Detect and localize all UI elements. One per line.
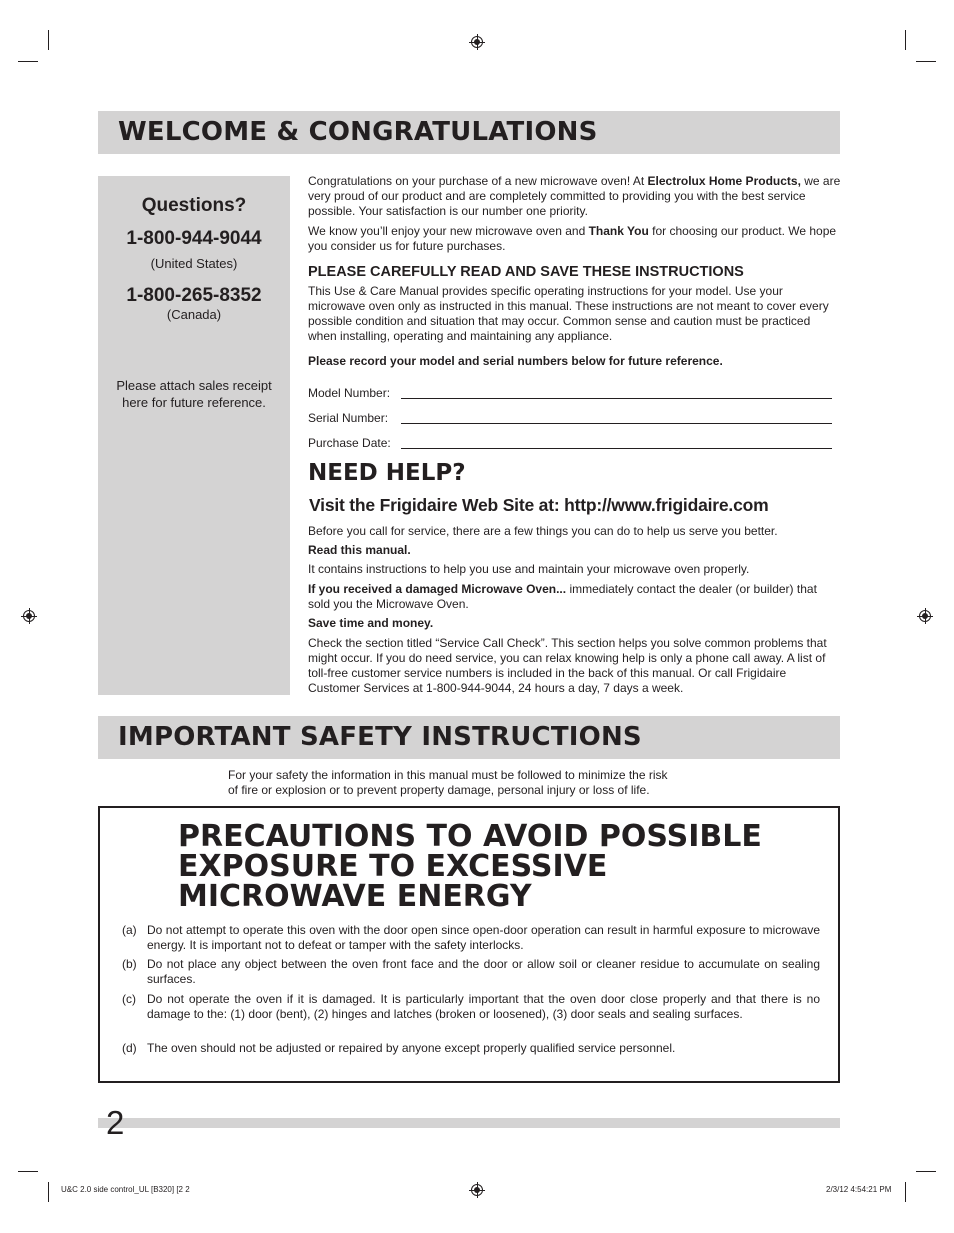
precaution-item bbox=[122, 923, 820, 953]
serial-number-label: Serial Number: bbox=[308, 411, 389, 425]
precaution-text: The oven should not be adjusted or repaired by anyone except properly qualified service personnel. bbox=[147, 1041, 676, 1055]
read-instructions-body: This Use & Care Manual provides specific operating instructions for your model. Use your microwave oven only as instructed in this manual. These instructions are not meant to cover every possible condition and situation that may occur. Common sense and caution must be practiced when installing, operating and maintaining any appliance. bbox=[308, 284, 829, 343]
crop-mark bbox=[18, 1171, 38, 1172]
model-number-label: Model Number: bbox=[308, 386, 391, 400]
crop-mark bbox=[905, 30, 906, 50]
crop-mark bbox=[48, 1182, 49, 1202]
need-help-title: NEED HELP? bbox=[308, 460, 466, 486]
serial-number-field[interactable] bbox=[401, 423, 832, 424]
registration-mark-icon bbox=[919, 610, 931, 622]
welcome-banner bbox=[98, 111, 840, 154]
save-time-body: Check the section titled “Service Call Check”. This section helps you solve common problems that might occur. If you do need service, you can relax knowing help is only a phone call away. A list of toll-free customer service numbers is included in the back of this manual. Or call Frigidaire Customer Services at 1-800-944-9044, 24 hours a day, 7 days a week. bbox=[308, 636, 827, 695]
region-us: (United States) bbox=[150, 256, 238, 271]
website-line: Visit the Frigidaire Web Site at: http://www.frigidaire.com bbox=[309, 495, 769, 515]
footer-bar bbox=[98, 1118, 840, 1128]
crop-mark bbox=[916, 1171, 936, 1172]
crop-mark bbox=[916, 61, 936, 62]
precautions-title-line: PRECAUTIONS TO AVOID POSSIBLE bbox=[178, 819, 762, 854]
safety-intro-line2: of fire or explosion or to prevent property damage, personal injury or loss of life. bbox=[228, 783, 650, 797]
precaution-label: (a) bbox=[122, 923, 137, 937]
read-manual-heading: Read this manual. bbox=[308, 543, 411, 557]
registration-mark-icon bbox=[471, 1184, 483, 1196]
precaution-item bbox=[122, 1041, 820, 1056]
phone-us: 1-800-944-9044 bbox=[126, 228, 262, 249]
read-instructions-heading: PLEASE CAREFULLY READ AND SAVE THESE INSTRUCTIONS bbox=[308, 264, 744, 280]
precaution-text: Do not operate the oven if it is damaged. It is particularly important that the oven door close properly and that there is no damage to the: (1) door (bent), (2) hinges and latches (broken or loosened), (3) door seals and sealing surfaces. bbox=[147, 992, 820, 1021]
page-number: 2 bbox=[106, 1104, 125, 1141]
safety-intro-line1: For your safety the information in this manual must be followed to minimize the risk bbox=[228, 768, 668, 782]
record-note: Please record your model and serial numbers below for future reference. bbox=[308, 354, 723, 368]
precaution-label: (b) bbox=[122, 957, 137, 971]
precaution-item bbox=[122, 992, 820, 1022]
precaution-label: (c) bbox=[122, 992, 136, 1006]
damaged-paragraph: If you received a damaged Microwave Oven... immediately contact the dealer (or builder) that sold you the Microwave Oven. bbox=[308, 582, 817, 611]
precaution-item bbox=[122, 957, 820, 987]
purchase-date-field[interactable] bbox=[401, 448, 832, 449]
registration-mark-icon bbox=[471, 36, 483, 48]
region-canada: (Canada) bbox=[166, 307, 222, 322]
precaution-text: Do not place any object between the oven front face and the door or allow soil or cleaner residue to accumulate on sealing surfaces. bbox=[147, 957, 820, 986]
registration-mark-icon bbox=[23, 610, 35, 622]
purchase-date-label: Purchase Date: bbox=[308, 436, 391, 450]
safety-title: IMPORTANT SAFETY INSTRUCTIONS bbox=[118, 722, 642, 752]
receipt-note-line2: here for future reference. bbox=[122, 395, 266, 410]
welcome-title: WELCOME & CONGRATULATIONS bbox=[118, 117, 598, 147]
crop-mark bbox=[18, 61, 38, 62]
need-help-intro: Before you call for service, there are a few things you can do to help us serve you better. bbox=[308, 524, 778, 538]
print-slug-right: 2/3/12 4:54:21 PM bbox=[826, 1185, 892, 1194]
precautions-title bbox=[178, 819, 778, 914]
read-manual-body: It contains instructions to help you use and maintain your microwave oven properly. bbox=[308, 562, 750, 576]
thank-you-paragraph: We know you’ll enjoy your new microwave oven and Thank You for choosing our product. We hope you consider us for future purchases. bbox=[308, 224, 837, 253]
precaution-label: (d) bbox=[122, 1041, 137, 1055]
crop-mark bbox=[48, 30, 49, 50]
print-slug-left: U&C 2.0 side control_UL [B320] [2 2 bbox=[61, 1185, 190, 1194]
phone-canada: 1-800-265-8352 bbox=[126, 285, 262, 306]
intro-paragraph: Congratulations on your purchase of a new microwave oven! At Electrolux Home Products, we are very proud of our product and are completely committed to providing you with the best service possible. Your satisfaction is our number one priority. bbox=[308, 174, 841, 218]
crop-mark bbox=[905, 1182, 906, 1202]
precautions-title-line: EXPOSURE TO EXCESSIVE bbox=[178, 849, 608, 884]
precautions-box bbox=[98, 806, 840, 1083]
model-number-field[interactable] bbox=[401, 398, 832, 399]
precaution-text: Do not attempt to operate this oven with the door open since open-door operation can result in harmful exposure to microwave energy. It is important not to defeat or tamper with the safety interlocks. bbox=[147, 923, 820, 952]
contact-sidebar bbox=[98, 176, 290, 695]
precautions-title-line: MICROWAVE ENERGY bbox=[178, 879, 532, 914]
questions-heading: Questions? bbox=[141, 195, 247, 216]
save-time-heading: Save time and money. bbox=[308, 616, 434, 630]
safety-banner bbox=[98, 716, 840, 759]
receipt-note-line1: Please attach sales receipt bbox=[116, 378, 272, 393]
